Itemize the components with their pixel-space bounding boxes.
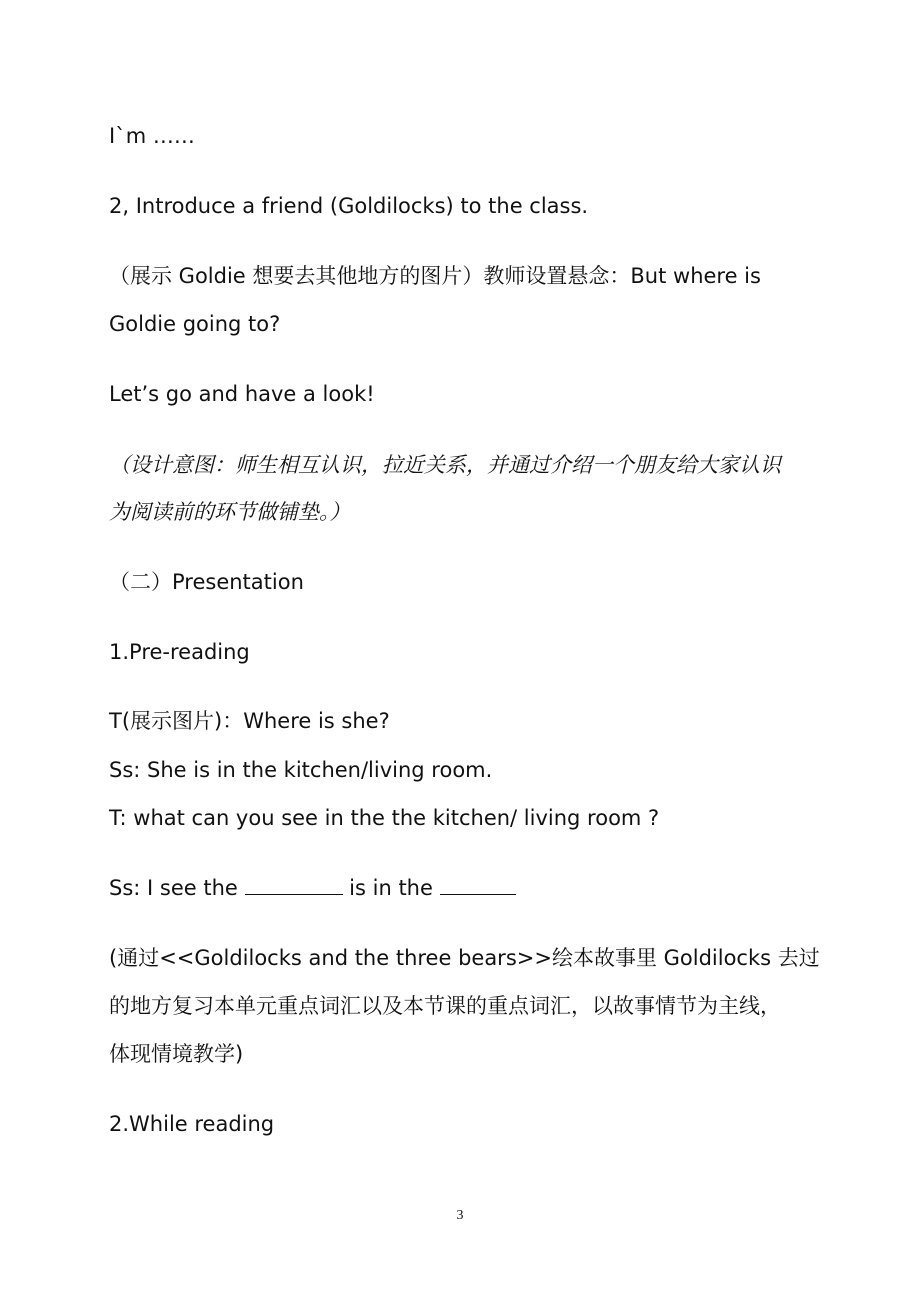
blank-underline — [440, 874, 516, 895]
text-line: （展示 Goldie 想要去其他地方的图片）教师设置悬念：But where is — [109, 264, 761, 288]
dialogue-line: T: what can you see in the the kitchen/ living room ? — [109, 806, 660, 830]
fill-in-middle: is in the — [342, 876, 440, 900]
subsection-heading: 1.Pre-reading — [109, 640, 250, 664]
design-intent-note: 为阅读前的环节做铺垫。） — [109, 500, 351, 524]
fill-in-line — [109, 874, 819, 902]
text-line: 体现情境教学) — [109, 1042, 244, 1066]
text-line: 的地方复习本单元重点词汇以及本节课的重点词汇，以故事情节为主线， — [109, 994, 781, 1018]
dialogue-line: T(展示图片)：Where is she? — [109, 709, 390, 733]
page-number: 3 — [456, 1208, 464, 1223]
section-heading: （二）Presentation — [109, 570, 304, 594]
design-intent-note: （设计意图：师生相互认识，拉近关系，并通过介绍一个朋友给大家认识 — [109, 453, 781, 477]
text-line: 2, Introduce a friend (Goldilocks) to the class. — [109, 194, 589, 218]
text-line: I`m …… — [109, 124, 195, 148]
text-line: Let’s go and have a look! — [109, 382, 375, 406]
fill-in-prefix: Ss: I see the — [109, 876, 245, 900]
subsection-heading: 2.While reading — [109, 1112, 275, 1136]
blank-underline — [245, 874, 343, 895]
dialogue-line: Ss: She is in the kitchen/living room. — [109, 758, 493, 782]
text-line: Goldie going to? — [109, 312, 281, 336]
text-line: (通过<<Goldilocks and the three bears>>绘本故事里 Goldilocks 去过 — [109, 946, 820, 970]
